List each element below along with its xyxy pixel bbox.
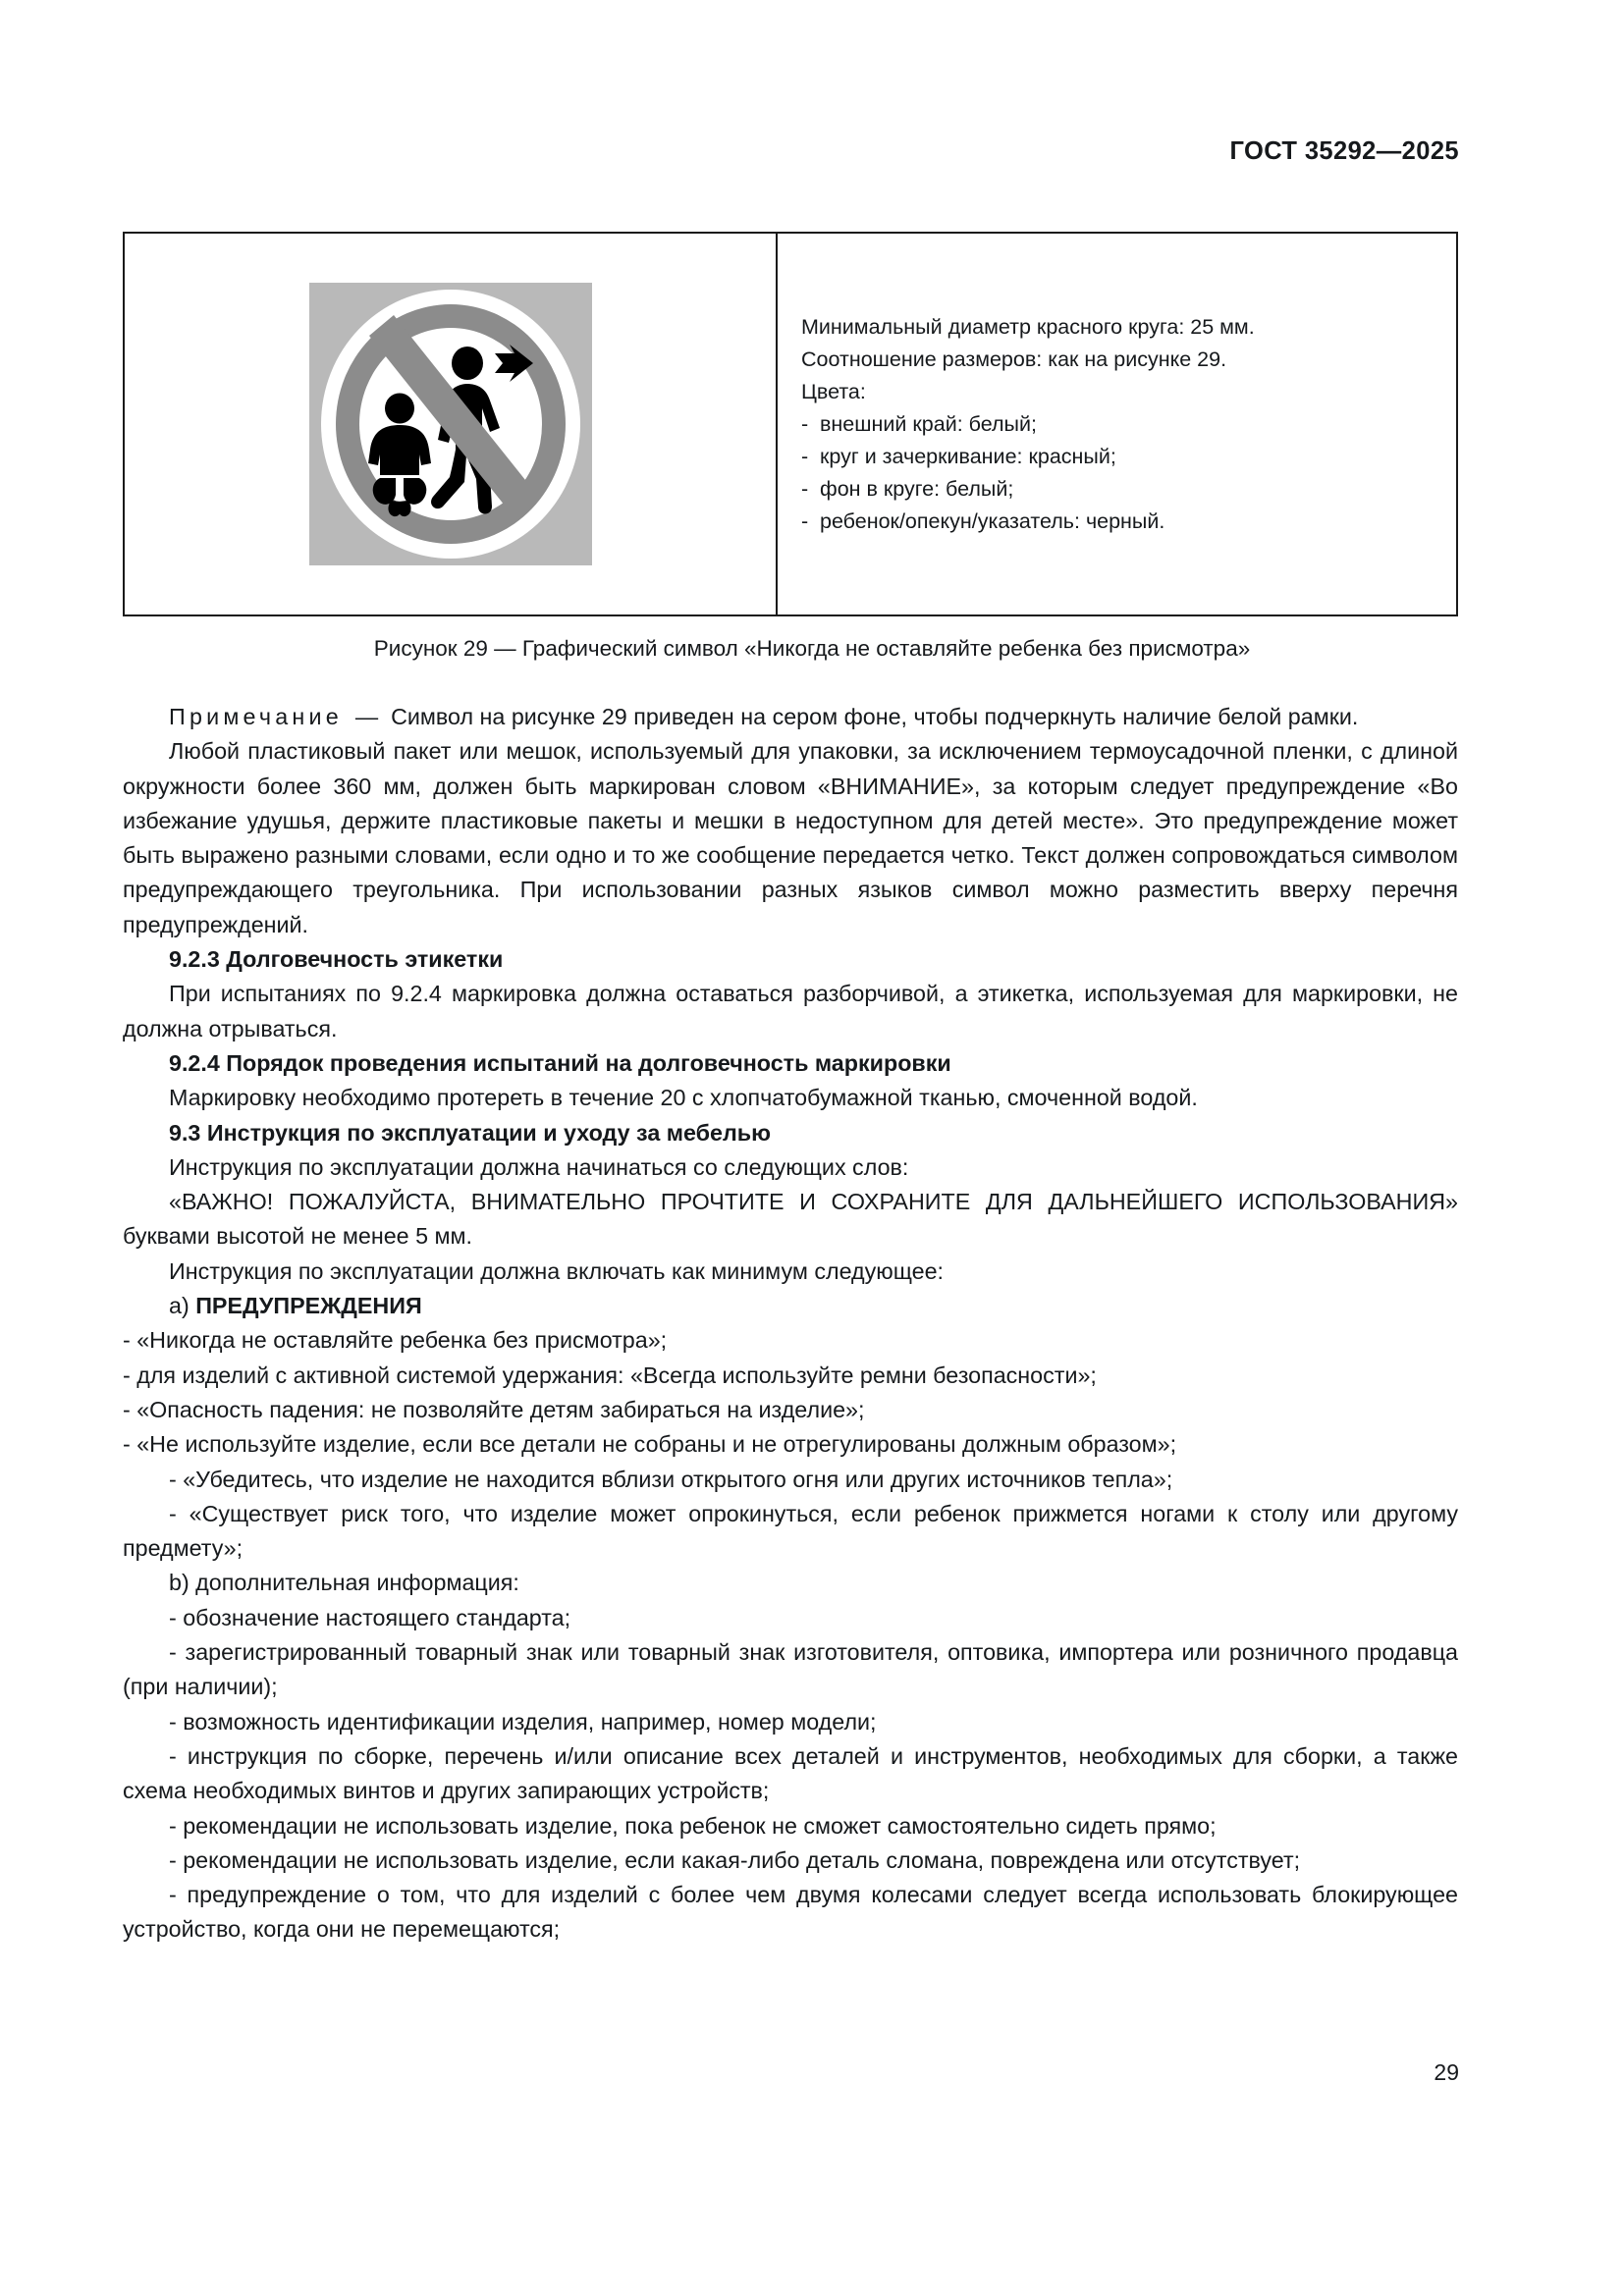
list-item-a xyxy=(123,1289,1458,1323)
spec-color-item-label: фон в круге: белый; xyxy=(820,476,1014,501)
additional-info-item: - обозначение настоящего стандарта; xyxy=(169,1604,571,1630)
spec-colors-label: Цвета: xyxy=(801,379,866,403)
additional-info-item: - зарегистрированный товарный знак или товарный знак изготовителя, оптовика, импортера или розничного продавца (при наличии); xyxy=(123,1639,1458,1700)
bullet-dash: - xyxy=(801,508,809,533)
note-text: Символ на рисунке 29 приведен на сером фоне, чтобы подчеркнуть наличие белой рамки. xyxy=(391,704,1359,729)
warning-item: - «Опасность падения: не позволяйте детям забираться на изделие»; xyxy=(123,1396,865,1422)
document-body xyxy=(123,700,1458,1948)
bullet-dash: - xyxy=(801,411,809,436)
page-number: 29 xyxy=(1434,2059,1459,2085)
paragraph-9-2-4: Маркировку необходимо протереть в течение 20 с хлопчатобумажной тканью, смоченной водой. xyxy=(169,1085,1198,1111)
symbol-specification-cell xyxy=(778,234,1456,614)
list-item-a-prefix: а) xyxy=(169,1293,196,1319)
spec-color-item-circle-background xyxy=(801,473,1255,506)
warning-item: - «Убедитесь, что изделие не находится вблизи открытого огня или других источников тепла»; xyxy=(169,1466,1173,1492)
note-dash-glyph: — xyxy=(354,704,379,729)
figure-29-caption: Рисунок 29 — Графический символ «Никогда не оставляйте ребенка без присмотра» xyxy=(373,636,1251,661)
spec-color-item-label: круг и зачеркивание: красный; xyxy=(820,444,1116,468)
symbol-specification-table xyxy=(123,232,1458,616)
symbol-image-cell xyxy=(125,234,778,614)
note-paragraph xyxy=(123,700,1458,734)
heading-9-2-4: 9.2.4 Порядок проведения испытаний на долговечность маркировки xyxy=(169,1049,951,1076)
spec-color-item-label: внешний край: белый; xyxy=(820,411,1037,436)
spec-color-item-circle-slash xyxy=(801,441,1255,473)
additional-info-item: - рекомендации не использовать изделие, если какая-либо деталь сломана, повреждена или отсутствует; xyxy=(169,1846,1301,1873)
paragraph-minimum-intro: Инструкция по эксплуатации должна включать как минимум следующее: xyxy=(169,1257,945,1284)
spec-proportions: Соотношение размеров: как на рисунке 29. xyxy=(801,347,1227,371)
additional-info-item: - инструкция по сборке, перечень и/или описание всех деталей и инструментов, необходимых для сборки, а также схема необходимых винтов и других запирающих устройств; xyxy=(123,1742,1458,1804)
spec-color-item-label: ребенок/опекун/указатель: черный. xyxy=(820,508,1165,533)
symbol-specification-text xyxy=(801,311,1255,538)
additional-info-item: - рекомендации не использовать изделие, пока ребенок не сможет самостоятельно сидеть прямо; xyxy=(169,1812,1217,1839)
spec-color-item-figures xyxy=(801,506,1255,538)
list-item-a-label: ПРЕДУПРЕЖДЕНИЯ xyxy=(195,1293,422,1319)
additional-info-item: - возможность идентификации изделия, например, номер модели; xyxy=(169,1708,877,1735)
warning-item: - «Не используйте изделие, если все детали не собраны и не отрегулированы должным образом»; xyxy=(123,1431,1177,1458)
note-dash xyxy=(343,704,355,729)
additional-info-item: - предупреждение о том, что для изделий с более чем двумя колесами следует всегда использовать блокирующее устройство, когда они не перемещаются; xyxy=(123,1882,1458,1943)
warning-item: - для изделий с активной системой удержания: «Всегда используйте ремни безопасности»; xyxy=(123,1362,1097,1388)
spec-color-item-outer-edge xyxy=(801,408,1255,441)
never-leave-child-unattended-icon xyxy=(309,283,592,565)
warning-item: - «Никогда не оставляйте ребенка без присмотра»; xyxy=(123,1327,668,1354)
document-header-standard-ref: ГОСТ 35292—2025 xyxy=(1229,137,1459,165)
note-spacer xyxy=(378,704,391,729)
heading-9-2-3: 9.2.3 Долговечность этикетки xyxy=(169,946,504,973)
heading-9-3: 9.3 Инструкция по эксплуатации и уходу за мебелью xyxy=(169,1119,771,1146)
note-label: Примечание xyxy=(169,704,343,729)
paragraph-9-3-intro: Инструкция по эксплуатации должна начинаться со следующих слов: xyxy=(169,1153,909,1180)
list-item-b: b) дополнительная информация: xyxy=(169,1570,519,1596)
spec-min-diameter: Минимальный диаметр красного круга: 25 мм. xyxy=(801,314,1255,339)
paragraph-9-2-3: При испытаниях по 9.2.4 маркировка должна оставаться разборчивой, а этикетка, используемая для маркировки, не должна отрываться. xyxy=(123,981,1458,1041)
warning-item: - «Существует риск того, что изделие может опрокинуться, если ребенок прижмется ногами к столу или другому предмету»; xyxy=(123,1500,1458,1562)
paragraph-plastic-bag: Любой пластиковый пакет или мешок, используемый для упаковки, за исключением термоусадочной пленки, с длиной окружности более 360 мм, должен быть маркирован словом «ВНИМАНИЕ», за которым следует предупреждение «Во избежание удушья, держите пластиковые пакеты и мешки в недоступном для детей месте». Это предупреждение может быть выражено разными словами, если одно и то же сообщение передается четко. Текст должен сопровождаться символом предупреждающего треугольника. При использовании разных языков символ можно разместить вверху перечня предупреждений. xyxy=(123,738,1458,937)
bullet-dash: - xyxy=(801,476,809,501)
bullet-dash: - xyxy=(801,444,809,468)
paragraph-important-quote: «ВАЖНО! ПОЖАЛУЙСТА, ВНИМАТЕЛЬНО ПРОЧТИТЕ И СОХРАНИТЕ ДЛЯ ДАЛЬНЕЙШЕГО ИСПОЛЬЗОВАНИЯ» буквами высотой не менее 5 мм. xyxy=(123,1189,1458,1250)
